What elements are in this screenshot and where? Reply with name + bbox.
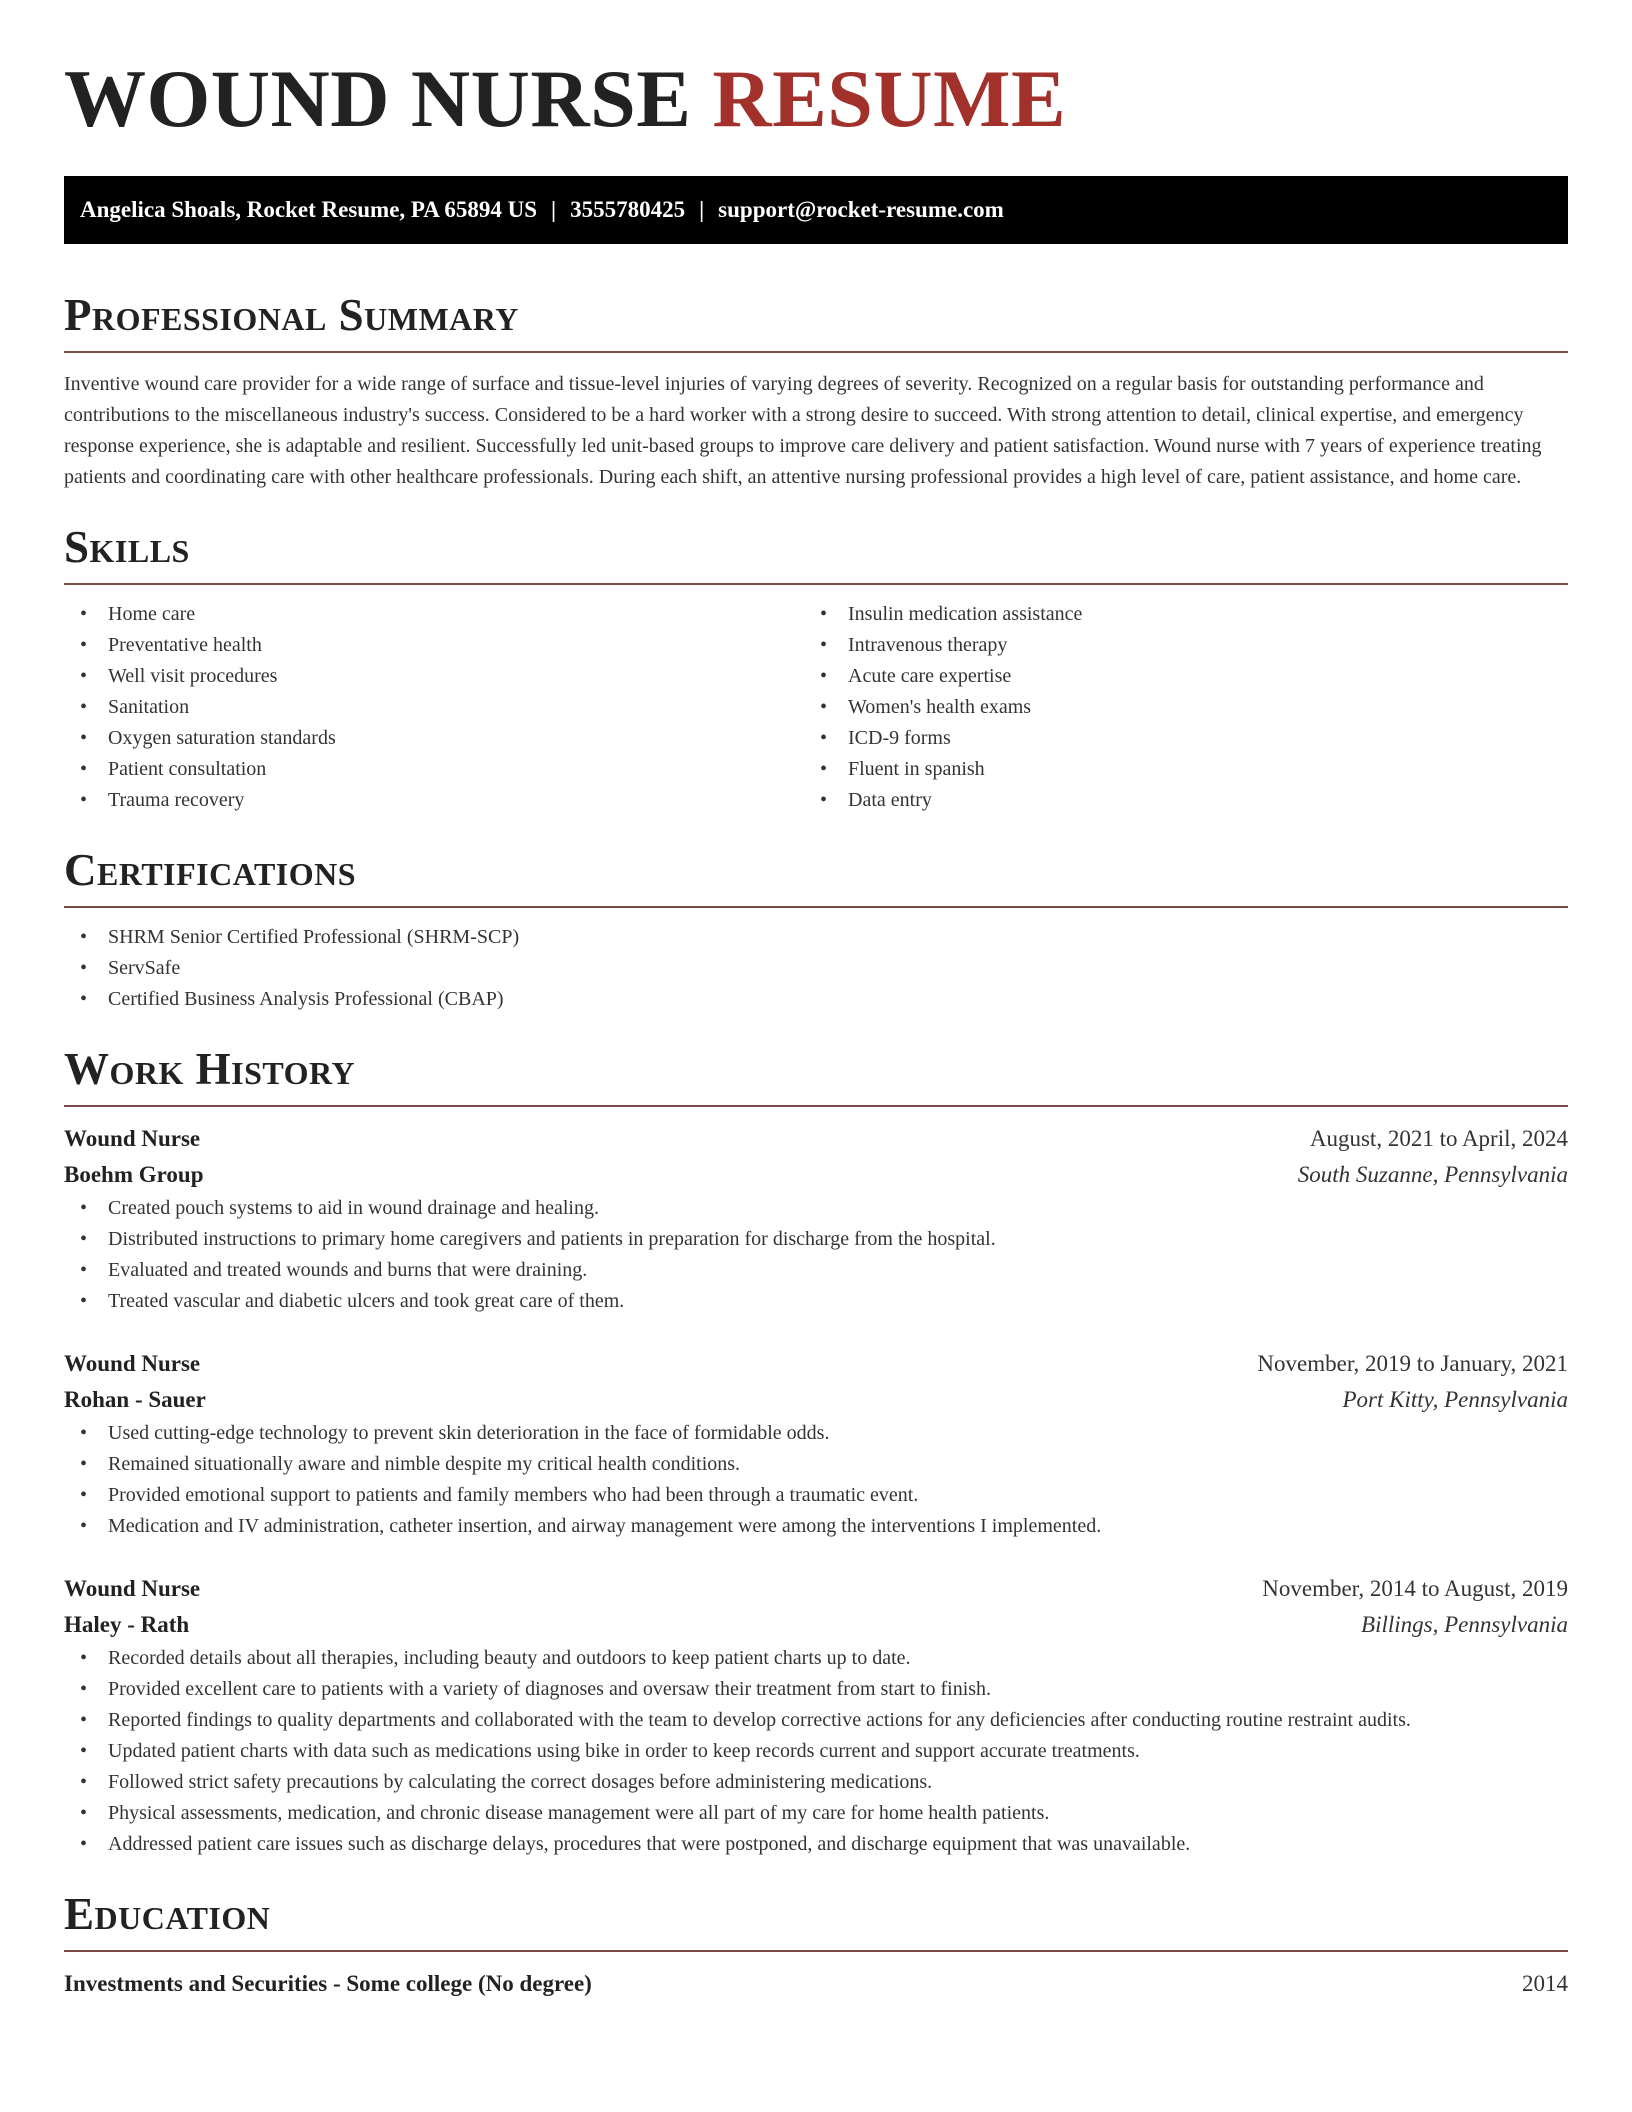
skills-list-left <box>64 599 804 816</box>
job-duties <box>64 1418 1568 1542</box>
skill-item: • Sanitation <box>64 692 804 723</box>
job-subheader <box>64 1607 1568 1643</box>
job-duty: • Treated vascular and diabetic ulcers and took great care of them. <box>64 1286 1568 1317</box>
education-entry <box>64 1966 1568 2002</box>
title-accent: RESUME <box>712 53 1067 144</box>
contact-address: Angelica Shoals, Rocket Resume, PA 65894 US <box>80 197 538 222</box>
skills-list-right <box>804 599 1544 816</box>
contact-phone: 3555780425 <box>570 197 686 222</box>
job-duty: • Reported findings to quality departments and collaborated with the team to develop corrective actions for any deficiencies after conducting routine restraint audits. <box>64 1705 1568 1736</box>
work-history-section <box>64 1041 1568 1860</box>
job-duties <box>64 1193 1568 1317</box>
summary-section <box>64 287 1568 493</box>
job-role: Wound Nurse <box>64 1126 201 1151</box>
resume-page <box>64 0 1568 2002</box>
skill-item: • Oxygen saturation standards <box>64 723 804 754</box>
education-heading: Education <box>64 1889 271 1939</box>
job-header <box>64 1346 1568 1382</box>
job-duty: • Recorded details about all therapies, including beauty and outdoors to keep patient charts up to date. <box>64 1643 1568 1674</box>
job-role: Wound Nurse <box>64 1351 201 1376</box>
job-duty: • Remained situationally aware and nimble despite my critical health conditions. <box>64 1449 1568 1480</box>
skill-item: • Home care <box>64 599 804 630</box>
title-main: WOUND NURSE <box>64 53 692 144</box>
section-divider <box>64 906 1568 908</box>
job-duty: • Followed strict safety precautions by calculating the correct dosages before administering medications. <box>64 1767 1568 1798</box>
section-divider <box>64 583 1568 585</box>
resume-title <box>64 0 1568 144</box>
certification-item: • ServSafe <box>64 953 1568 984</box>
certifications-heading: Certifications <box>64 845 357 895</box>
job-location: South Suzanne, Pennsylvania <box>1297 1162 1568 1187</box>
job-entry <box>64 1571 1568 1860</box>
skill-item: • Intravenous therapy <box>804 630 1544 661</box>
section-divider <box>64 351 1568 353</box>
contact-bar <box>64 176 1568 244</box>
job-duty: • Updated patient charts with data such as medications using bike in order to keep records current and support accurate treatments. <box>64 1736 1568 1767</box>
job-duty: • Provided excellent care to patients with a variety of diagnoses and oversaw their treatment from start to finish. <box>64 1674 1568 1705</box>
contact-separator: | <box>699 197 705 222</box>
job-location: Port Kitty, Pennsylvania <box>1342 1387 1568 1412</box>
summary-heading: Professional Summary <box>64 290 519 340</box>
skill-item: • Fluent in spanish <box>804 754 1544 785</box>
skills-section <box>64 519 1568 816</box>
contact-email: support@rocket-resume.com <box>718 197 1004 222</box>
skill-item: • Data entry <box>804 785 1544 816</box>
skill-item: • Well visit procedures <box>64 661 804 692</box>
job-duties <box>64 1643 1568 1860</box>
job-dates: November, 2019 to January, 2021 <box>1257 1351 1568 1376</box>
job-duty: • Addressed patient care issues such as discharge delays, procedures that were postponed, and discharge equipment that was unavailable. <box>64 1829 1568 1860</box>
job-duty: • Distributed instructions to primary home caregivers and patients in preparation for discharge from the hospital. <box>64 1224 1568 1255</box>
section-divider <box>64 1105 1568 1107</box>
job-subheader <box>64 1157 1568 1193</box>
job-company: Boehm Group <box>64 1162 204 1187</box>
job-header <box>64 1121 1568 1157</box>
skills-grid <box>64 599 1568 816</box>
job-entry <box>64 1346 1568 1542</box>
contact-separator: | <box>551 197 557 222</box>
job-duty: • Evaluated and treated wounds and burns that were draining. <box>64 1255 1568 1286</box>
certifications-list <box>64 922 1568 1015</box>
job-header <box>64 1571 1568 1607</box>
job-location: Billings, Pennsylvania <box>1361 1612 1568 1637</box>
skill-item: • Acute care expertise <box>804 661 1544 692</box>
education-section <box>64 1886 1568 2002</box>
job-company: Haley - Rath <box>64 1612 190 1637</box>
job-duty: • Created pouch systems to aid in wound drainage and healing. <box>64 1193 1568 1224</box>
work-history-heading: Work History <box>64 1044 356 1094</box>
skill-item: • Preventative health <box>64 630 804 661</box>
job-subheader <box>64 1382 1568 1418</box>
certification-item: • Certified Business Analysis Professional (CBAP) <box>64 984 1568 1015</box>
education-year: 2014 <box>1522 1971 1568 1996</box>
skills-heading: Skills <box>64 522 190 572</box>
education-degree: Investments and Securities - Some college (No degree) <box>64 1971 592 1996</box>
job-duty: • Physical assessments, medication, and chronic disease management were all part of my care for home health patients. <box>64 1798 1568 1829</box>
skill-item: • Patient consultation <box>64 754 804 785</box>
job-duty: • Medication and IV administration, catheter insertion, and airway management were among the interventions I implemented. <box>64 1511 1568 1542</box>
job-dates: November, 2014 to August, 2019 <box>1262 1576 1568 1601</box>
job-duty: • Provided emotional support to patients and family members who had been through a traumatic event. <box>64 1480 1568 1511</box>
job-company: Rohan - Sauer <box>64 1387 206 1412</box>
skill-item: • Women's health exams <box>804 692 1544 723</box>
certification-item: • SHRM Senior Certified Professional (SHRM-SCP) <box>64 922 1568 953</box>
skill-item: • ICD-9 forms <box>804 723 1544 754</box>
job-duty: • Used cutting-edge technology to prevent skin deterioration in the face of formidable odds. <box>64 1418 1568 1449</box>
job-role: Wound Nurse <box>64 1576 201 1601</box>
skill-item: • Insulin medication assistance <box>804 599 1544 630</box>
job-dates: August, 2021 to April, 2024 <box>1309 1126 1568 1151</box>
summary-text: Inventive wound care provider for a wide range of surface and tissue-level injuries of varying degrees of severity. Recognized on a regular basis for outstanding performance and contributions to the miscellaneous industry's success. Considered to be a hard worker with a strong desire to succeed. With strong attention to detail, clinical expertise, and emergency response experience, she is adaptable and resilient. Successfully led unit-based groups to improve care delivery and patient satisfaction. Wound nurse with 7 years of experience treating patients and coordinating care with other healthcare professionals. During each shift, an attentive nursing professional provides a high level of care, patient assistance, and home care. <box>64 373 1542 488</box>
skill-item: • Trauma recovery <box>64 785 804 816</box>
job-entry <box>64 1121 1568 1317</box>
section-divider <box>64 1950 1568 1952</box>
certifications-section <box>64 842 1568 1015</box>
